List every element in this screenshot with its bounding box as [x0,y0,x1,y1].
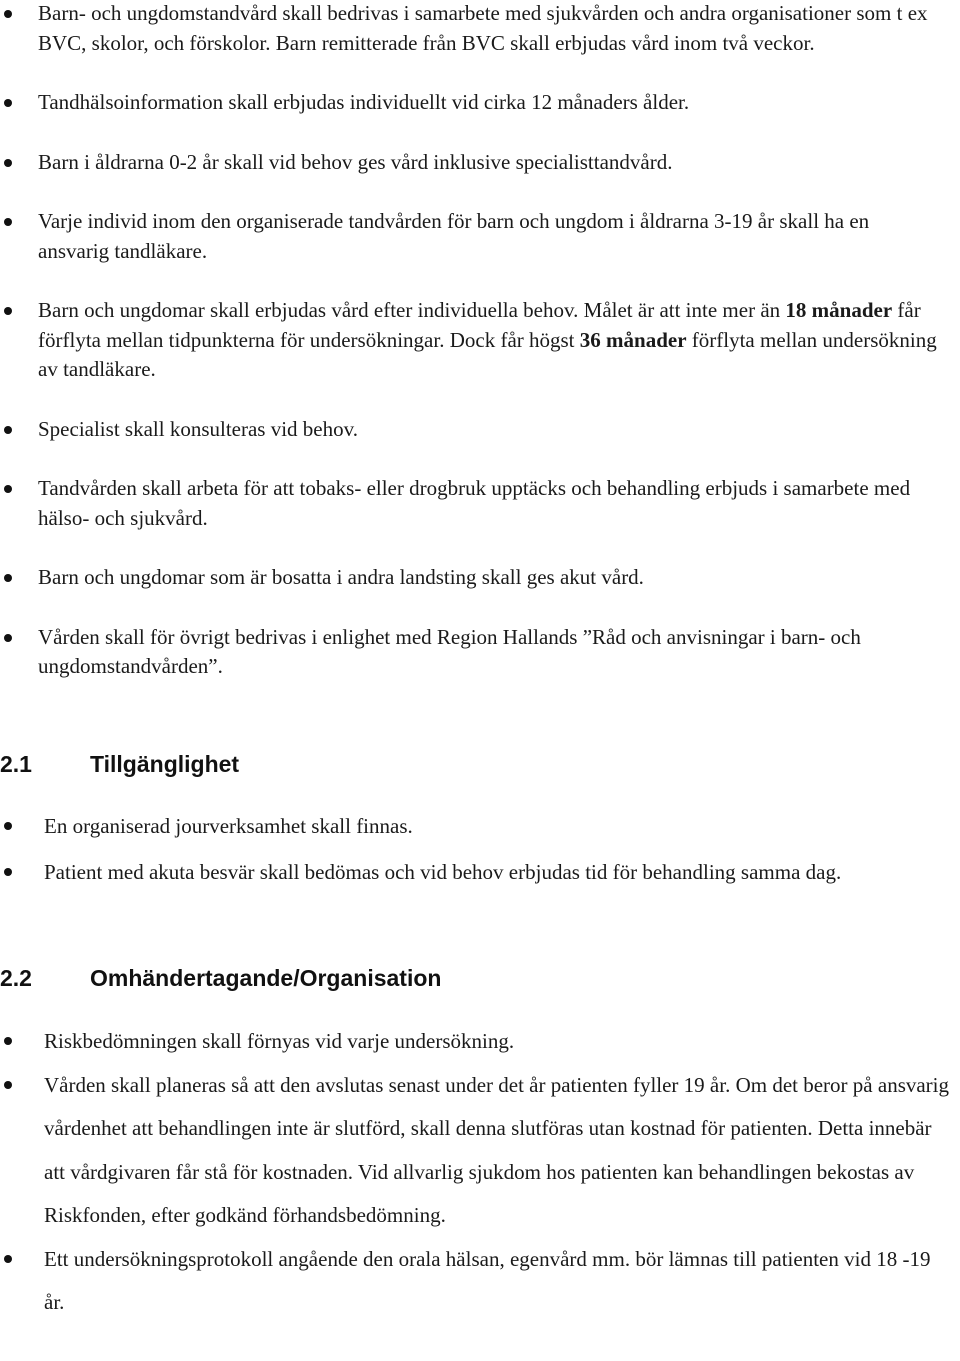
text-run: Specialist skall konsulteras vid behov. [38,416,359,441]
section-number: 2.2 [0,965,32,991]
list-item-text [38,417,358,441]
list-item [0,805,960,849]
list-item-text [38,476,910,530]
text-run: Barn och ungdomar skall erbjudas vård efter individuella behov. Målet är att inte mer än [38,298,786,322]
list-item-text [44,860,841,884]
bullet-icon [4,1037,12,1045]
bullet-icon [4,99,12,107]
list-item-text [44,814,413,838]
bullet-icon [4,1081,12,1089]
section-title: Omhändertagande/Organisation [90,965,442,991]
bullet-icon [4,868,12,876]
bullet-icon [4,307,12,315]
availability-list [0,805,960,894]
text-run: Barn och ungdomar som är bosatta i andra landsting skall ges akut vård. [38,565,644,589]
text-run: Vården skall planeras så att den avslutas senast under det år patienten fyller 19 år. Om det beror på ansvarig vårdenhet att behandlingen inte är slutförd, skall denna slutföras utan kostnad för patienten. Detta innebär att vårdgivaren får stå för kostnaden. Vid allvarlig sjukdom hos patienten kan behandlingen bekostas av Riskfonden, efter godkänd förhandsbedömning. [44,1072,950,1227]
bullet-icon [4,159,12,167]
bullet-icon [4,485,12,493]
list-item [0,296,960,385]
section-number: 2.1 [0,751,32,777]
section-title: Tillgänglighet [90,751,240,777]
list-item-text [38,1,928,55]
list-item [0,415,960,445]
text-run: Barn i åldrarna 0-2 år skall vid behov ges vård inklusive specialisttandvård. [38,149,673,174]
bullet-icon [4,822,12,830]
list-item [0,1064,960,1238]
list-item-text [38,150,672,174]
list-item [0,88,960,118]
organisation-section [0,1020,960,1325]
section-heading-2-1 [0,751,239,778]
bullet-icon [4,574,12,582]
list-item-text [44,1073,949,1228]
bullet-icon [4,634,12,642]
text-run: Ett undersökningsprotokoll angående den orala hälsan, egenvård mm. bör lämnas till patienten vid 18 -19 år. [44,1246,931,1314]
text-run: förflyta mellan undersökning av tandläkare. [38,327,937,381]
list-item [0,1020,960,1064]
organisation-list [0,1020,960,1325]
list-item-text [38,625,861,679]
list-item [0,474,960,533]
text-run: Barn- och ungdomstandvård skall bedrivas i samarbete med sjukvården och andra organisationer som t ex BVC, skolor, och förskolor. Barn remitterade från BVC skall erbjudas vård inom två veckor. [38,1,928,55]
list-item [0,0,960,58]
list-item [0,623,960,682]
bold-text-run: 18 månader [785,298,893,322]
list-item [0,563,960,593]
text-run: Varje individ inom den organiserade tandvården för barn och ungdom i åldrarna 3-19 år skall ha en ansvarig tandläkare. [38,209,870,263]
list-item-text [38,209,869,263]
list-item-text [44,1029,514,1053]
availability-section [0,805,960,896]
bullet-icon [4,1255,12,1263]
list-item [0,1238,960,1325]
text-run: Tandvården skall arbeta för att tobaks- eller drogbruk upptäcks och behandling erbjuds i samarbete med hälso- och sjukvård. [38,476,911,530]
bullet-icon [4,426,12,434]
list-item-text [38,298,937,381]
bold-text-run: 36 månader [579,327,687,352]
list-item-text [44,1247,930,1315]
text-run: Patient med akuta besvär skall bedömas och vid behov erbjudas tid för behandling samma dag. [44,859,842,884]
list-item [0,148,960,178]
list-item-text [38,565,644,589]
bullet-icon [4,218,12,226]
list-item-text [38,90,689,114]
text-run: Tandhälsoinformation skall erbjudas individuellt vid cirka 12 månaders ålder. [38,90,690,114]
text-run: får förflyta mellan tidpunkterna för undersökningar. Dock får högst [38,298,921,352]
list-item [0,851,960,895]
text-run: Vården skall för övrigt bedrivas i enlighet med Region Hallands ”Råd och anvisningar i barn- och ungdomstandvården”. [38,624,861,678]
section-heading-2-2 [0,965,441,992]
text-run: Riskbedömningen skall förnyas vid varje undersökning. [44,1029,515,1053]
text-run: En organiserad jourverksamhet skall finnas. [44,814,413,838]
list-item [0,207,960,266]
bullet-icon [4,10,12,18]
